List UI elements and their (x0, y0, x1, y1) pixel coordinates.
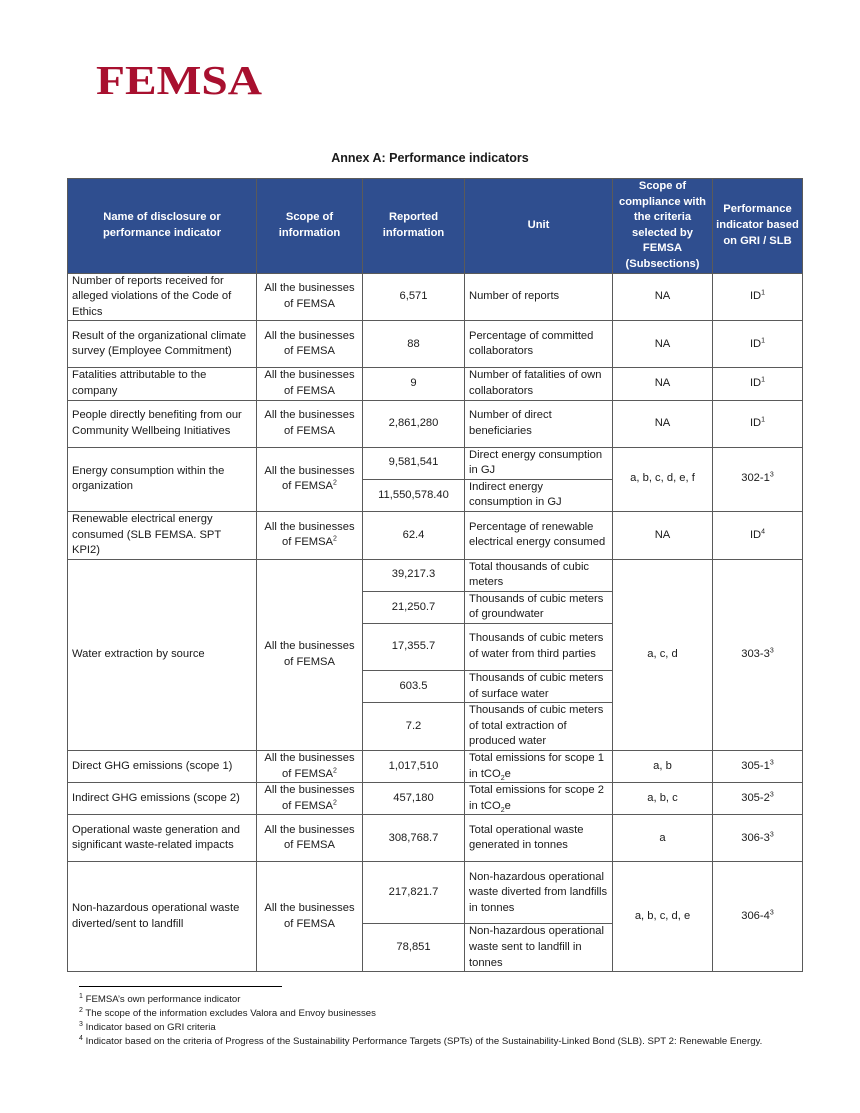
footnote-number: 2 (79, 1006, 83, 1014)
footnote-ref: 1 (761, 376, 766, 384)
compliance-cell: a, c, d (613, 559, 713, 750)
footnote-ref: 2 (333, 766, 337, 774)
performance-cell (713, 273, 803, 321)
performance-code: 305-1 (741, 759, 770, 772)
unit-cell (465, 751, 613, 783)
performance-cell (713, 447, 803, 511)
footnote-text: Indicator based on GRI criteria (85, 1022, 216, 1033)
unit-text: Total emissions for scope 1 in tCO (469, 752, 604, 780)
scope-text: All the businesses of FEMSA (264, 752, 355, 780)
footnote-2 (79, 1007, 779, 1021)
table-row (68, 511, 803, 559)
unit-cell: Number of direct beneficiaries (465, 400, 613, 447)
footnote-number: 4 (79, 1034, 83, 1042)
performance-cell (713, 511, 803, 559)
reported-value: 78,851 (363, 924, 465, 972)
unit-cell: Total thousands of cubic meters (465, 559, 613, 591)
header-unit: Unit (465, 179, 613, 274)
indicator-name: Number of reports received for alleged violations of the Code of Ethics (68, 273, 257, 321)
table-header-row (68, 179, 803, 274)
indicator-name: Energy consumption within the organization (68, 447, 257, 511)
performance-code: ID (749, 290, 762, 303)
compliance-cell: a, b, c (613, 783, 713, 815)
unit-cell: Direct energy consumption in GJ (465, 447, 613, 479)
compliance-cell: NA (613, 511, 713, 559)
performance-code: 306-3 (741, 831, 770, 844)
performance-code: 306-4 (741, 910, 770, 922)
table-row (68, 273, 803, 321)
unit-cell: Indirect energy consumption in GJ (465, 479, 613, 511)
indicator-name: Water extraction by source (68, 559, 257, 750)
reported-value: 2,861,280 (363, 400, 465, 447)
performance-code: 302-1 (741, 472, 770, 485)
unit-cell: Thousands of cubic meters of surface water (465, 671, 613, 703)
reported-value: 88 (363, 321, 465, 368)
header-name: Name of disclosure or performance indicator (68, 179, 257, 274)
footnote-3 (79, 1021, 779, 1035)
footnote-ref: 3 (769, 909, 774, 917)
footnote-text: The scope of the information excludes Valora and Envoy businesses (85, 1008, 376, 1019)
compliance-cell: NA (613, 400, 713, 447)
unit-cell: Percentage of committed collaborators (465, 321, 613, 368)
reported-value: 308,768.7 (363, 815, 465, 862)
footnote-ref: 3 (769, 471, 774, 479)
scope-cell: All the businesses of FEMSA (257, 368, 363, 400)
indicator-name: Direct GHG emissions (scope 1) (68, 751, 257, 783)
footnote-text: Indicator based on the criteria of Progress of the Sustainability Performance Targets (SPTs) of the Sustainability-Linked Bond (SLB). SPT 2: Renewable Energy. (85, 1036, 763, 1047)
table-row (68, 400, 803, 447)
unit-cell: Number of reports (465, 273, 613, 321)
performance-code: ID (749, 528, 762, 541)
performance-indicators-table (67, 178, 803, 972)
scope-cell (257, 447, 363, 511)
scope-cell: All the businesses of FEMSA (257, 400, 363, 447)
reported-value: 457,180 (363, 783, 465, 815)
table-row (68, 321, 803, 368)
performance-code: ID (749, 337, 762, 350)
header-performance: Performance indicator based on GRI / SLB (713, 179, 803, 274)
footnote-ref: 1 (761, 416, 766, 423)
unit-cell: Thousands of cubic meters of total extraction of produced water (465, 703, 613, 751)
compliance-cell: a, b (613, 751, 713, 783)
header-reported: Reported information (363, 179, 465, 274)
table-row (68, 751, 803, 783)
header-compliance: Scope of compliance with the criteria selected by FEMSA (Subsections) (613, 179, 713, 274)
performance-cell (713, 559, 803, 750)
footnote-number: 1 (79, 992, 83, 1000)
performance-code: 303-3 (741, 648, 770, 661)
indicator-name: Fatalities attributable to the company (68, 368, 257, 400)
unit-cell: Thousands of cubic meters of groundwater (465, 591, 613, 623)
indicator-name: People directly benefiting from our Community Wellbeing Initiatives (68, 400, 257, 447)
table-row (68, 815, 803, 862)
unit-cell: Thousands of cubic meters of water from third parties (465, 624, 613, 671)
reported-value: 1,017,510 (363, 751, 465, 783)
indicator-name: Renewable electrical energy consumed (SLB FEMSA. SPT KPI2) (68, 511, 257, 559)
unit-cell (465, 783, 613, 815)
footnote-ref: 3 (769, 759, 774, 767)
table-row (68, 559, 803, 591)
scope-cell (257, 751, 363, 783)
unit-subscript: 2 (500, 807, 505, 815)
performance-cell (713, 368, 803, 400)
performance-cell (713, 815, 803, 862)
table-row (68, 447, 803, 479)
performance-cell (713, 783, 803, 815)
footnotes (79, 993, 779, 1049)
page-title: Annex A: Performance indicators (331, 151, 529, 165)
scope-cell (257, 511, 363, 559)
performance-cell (713, 751, 803, 783)
performance-code: ID (749, 416, 762, 429)
performance-cell (713, 862, 803, 972)
unit-cell: Percentage of renewable electrical energy consumed (465, 511, 613, 559)
unit-subscript: 2 (500, 774, 505, 782)
scope-text: All the businesses of FEMSA (264, 784, 355, 812)
footnote-4 (79, 1035, 779, 1049)
scope-cell: All the businesses of FEMSA (257, 273, 363, 321)
footnote-ref: 1 (761, 289, 766, 297)
table-row (68, 783, 803, 815)
indicator-name: Non-hazardous operational waste diverted/sent to landfill (68, 862, 257, 972)
performance-code: ID (749, 377, 762, 390)
performance-cell (713, 400, 803, 447)
compliance-cell: NA (613, 368, 713, 400)
unit-suffix: e (504, 767, 511, 780)
footnote-number: 3 (79, 1020, 83, 1028)
table-row (68, 862, 803, 924)
unit-suffix: e (504, 799, 511, 812)
compliance-cell: NA (613, 321, 713, 368)
footnote-ref: 3 (769, 830, 774, 838)
scope-cell: All the businesses of FEMSA (257, 815, 363, 862)
reported-value: 9 (363, 368, 465, 400)
scope-cell: All the businesses of FEMSA (257, 321, 363, 368)
compliance-cell: a (613, 815, 713, 862)
reported-value: 217,821.7 (363, 862, 465, 924)
scope-cell: All the businesses of FEMSA (257, 862, 363, 972)
scope-text: All the businesses of FEMSA (264, 464, 355, 493)
footnote-ref: 1 (761, 336, 766, 344)
footnote-ref: 2 (333, 535, 337, 543)
scope-cell: All the businesses of FEMSA (257, 559, 363, 750)
table-row (68, 368, 803, 400)
reported-value: 9,581,541 (363, 447, 465, 479)
reported-value: 21,250.7 (363, 591, 465, 623)
compliance-cell: a, b, c, d, e, f (613, 447, 713, 511)
compliance-cell: NA (613, 273, 713, 321)
indicator-name: Indirect GHG emissions (scope 2) (68, 783, 257, 815)
reported-value: 7.2 (363, 703, 465, 751)
svg-text:FEMSA: FEMSA (96, 60, 263, 100)
femsa-logo (96, 60, 266, 100)
footnote-ref: 3 (769, 791, 774, 799)
unit-cell: Number of fatalities of own collaborators (465, 368, 613, 400)
unit-cell: Non-hazardous operational waste diverted from landfills in tonnes (465, 862, 613, 924)
scope-text: All the businesses of FEMSA (264, 520, 355, 549)
reported-value: 603.5 (363, 671, 465, 703)
indicator-name: Result of the organizational climate survey (Employee Commitment) (68, 321, 257, 368)
footnote-ref: 4 (761, 527, 766, 535)
footnote-ref: 3 (769, 647, 774, 655)
compliance-cell: a, b, c, d, e (613, 862, 713, 972)
indicator-name: Operational waste generation and significant waste-related impacts (68, 815, 257, 862)
footnote-ref: 2 (333, 479, 337, 487)
reported-value: 62.4 (363, 511, 465, 559)
performance-cell (713, 321, 803, 368)
footnote-ref: 2 (333, 799, 337, 807)
unit-cell: Total operational waste generated in tonnes (465, 815, 613, 862)
unit-text: Total emissions for scope 2 in tCO (469, 784, 604, 812)
reported-value: 17,355.7 (363, 624, 465, 671)
reported-value: 6,571 (363, 273, 465, 321)
unit-cell: Non-hazardous operational waste sent to landfill in tonnes (465, 924, 613, 972)
reported-value: 39,217.3 (363, 559, 465, 591)
footnote-text: FEMSA’s own performance indicator (85, 994, 241, 1005)
footnote-divider (79, 986, 282, 987)
header-scope: Scope of information (257, 179, 363, 274)
scope-cell (257, 783, 363, 815)
reported-value: 11,550,578.40 (363, 479, 465, 511)
performance-code: 305-2 (741, 792, 770, 805)
footnote-1 (79, 993, 779, 1007)
